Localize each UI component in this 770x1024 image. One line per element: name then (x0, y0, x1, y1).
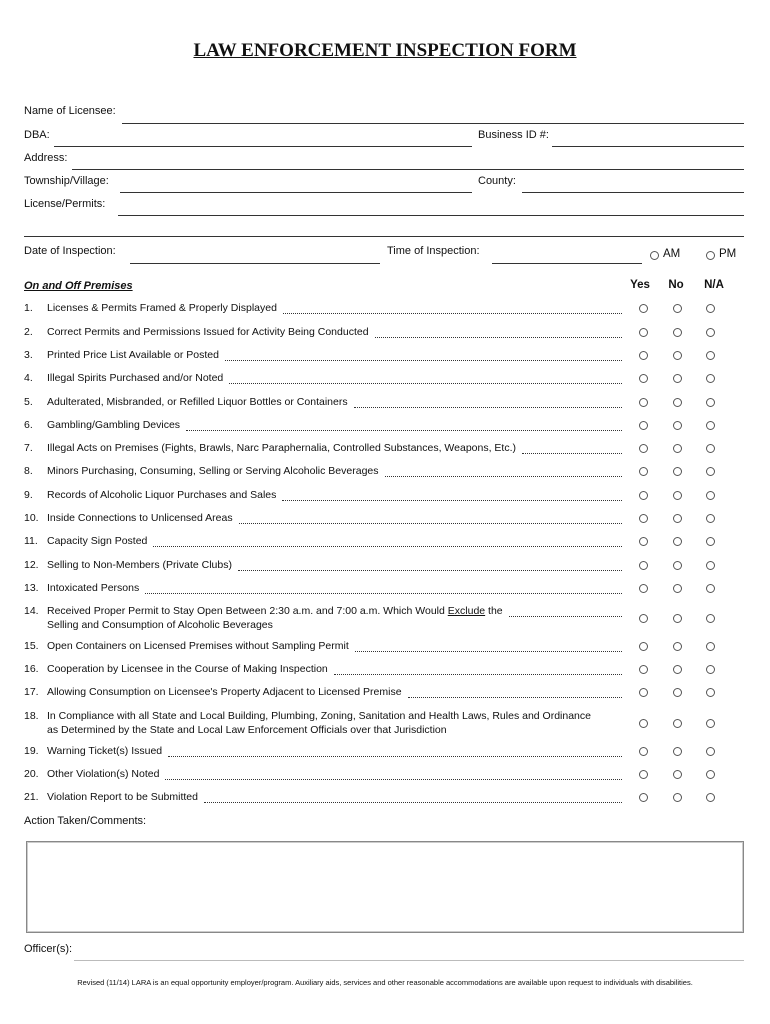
dotted-leader (509, 616, 622, 617)
name-of-licensee-label: Name of Licensee: (24, 105, 116, 117)
item-number: 10. (24, 512, 39, 524)
item-na-radio[interactable] (706, 374, 715, 383)
license-permits-field-line-2[interactable] (24, 236, 744, 237)
item-na-radio[interactable] (706, 467, 715, 476)
item-yes-radio[interactable] (639, 688, 648, 697)
item-text: Printed Price List Available or Posted (47, 349, 219, 361)
pm-radio[interactable] (706, 251, 715, 260)
item-no-radio[interactable] (673, 537, 682, 546)
item-na-radio[interactable] (706, 584, 715, 593)
item-number: 16. (24, 663, 39, 675)
item-yes-radio[interactable] (639, 793, 648, 802)
item-number: 19. (24, 745, 39, 757)
business-id-label: Business ID #: (478, 129, 549, 141)
item-text: Selling to Non-Members (Private Clubs) (47, 559, 232, 571)
item-text (47, 605, 503, 617)
item-yes-radio[interactable] (639, 584, 648, 593)
county-field[interactable] (522, 192, 744, 193)
item-na-radio[interactable] (706, 642, 715, 651)
form-title: LAW ENFORCEMENT INSPECTION FORM (193, 40, 577, 61)
officers-label: Officer(s): (24, 943, 73, 955)
item-text: Allowing Consumption on Licensee's Property Adjacent to Licensed Premise (47, 686, 402, 698)
township-village-label: Township/Village: (24, 175, 109, 187)
section-title: On and Off Premises (24, 280, 133, 292)
footer-notice: Revised (11/14) LARA is an equal opportunity employer/program. Auxiliary aids, services and other reasonable accommodations are available upon request to individuals with disabilities. (77, 978, 693, 987)
address-label: Address: (24, 152, 68, 164)
name-of-licensee-field[interactable] (122, 123, 744, 124)
item-no-radio[interactable] (673, 467, 682, 476)
item-yes-radio[interactable] (639, 770, 648, 779)
item-text: Capacity Sign Posted (47, 535, 148, 547)
dotted-leader (238, 570, 622, 571)
dba-label: DBA: (24, 129, 50, 141)
item-number: 17. (24, 686, 39, 698)
dotted-leader (145, 593, 622, 594)
item-text: Warning Ticket(s) Issued (47, 745, 163, 757)
item-no-radio[interactable] (673, 747, 682, 756)
item-text: Illegal Spirits Purchased and/or Noted (47, 372, 224, 384)
license-permits-label: License/Permits: (24, 198, 106, 210)
action-taken-comments-label: Action Taken/Comments: (24, 815, 147, 827)
item-no-radio[interactable] (673, 614, 682, 623)
item-text: Open Containers on Licensed Premises without Sampling Permit (47, 640, 349, 652)
item-na-radio[interactable] (706, 444, 715, 453)
county-label: County: (478, 175, 516, 187)
business-id-field[interactable] (552, 146, 744, 147)
address-field[interactable] (72, 169, 744, 170)
item-no-radio[interactable] (673, 444, 682, 453)
action-taken-comments-box[interactable] (26, 841, 744, 933)
item-text: Violation Report to be Submitted (47, 791, 198, 803)
item-no-radio[interactable] (673, 374, 682, 383)
item-na-radio[interactable] (706, 491, 715, 500)
item-text-part: the (485, 605, 503, 617)
column-na-header: N/A (704, 279, 724, 291)
item-number: 20. (24, 768, 39, 780)
dotted-leader (225, 360, 622, 361)
item-number: 12. (24, 559, 39, 571)
item-number: 7. (24, 442, 33, 454)
item-yes-radio[interactable] (639, 491, 648, 500)
item-na-radio[interactable] (706, 351, 715, 360)
item-no-radio[interactable] (673, 719, 682, 728)
dotted-leader (282, 500, 622, 501)
time-of-inspection-label: Time of Inspection: (387, 245, 480, 257)
am-label: AM (663, 248, 681, 260)
item-text-underlined: Exclude (447, 605, 486, 617)
time-of-inspection-field[interactable] (492, 263, 642, 264)
dotted-leader (165, 779, 622, 780)
item-na-radio[interactable] (706, 421, 715, 430)
item-na-radio[interactable] (706, 514, 715, 523)
item-yes-radio[interactable] (639, 351, 648, 360)
item-yes-radio[interactable] (639, 665, 648, 674)
dotted-leader (385, 476, 622, 477)
item-text: Cooperation by Licensee in the Course of Making Inspection (47, 663, 328, 675)
item-text-line-2: as Determined by the State and Local Law Enforcement Officials over that Jurisdiction (47, 724, 447, 736)
item-number: 18. (24, 710, 39, 722)
item-na-radio[interactable] (706, 747, 715, 756)
item-no-radio[interactable] (673, 514, 682, 523)
item-text: Inside Connections to Unlicensed Areas (47, 512, 233, 524)
date-of-inspection-label: Date of Inspection: (24, 245, 116, 257)
item-na-radio[interactable] (706, 537, 715, 546)
date-of-inspection-field[interactable] (130, 263, 380, 264)
item-number: 21. (24, 791, 39, 803)
item-yes-radio[interactable] (639, 467, 648, 476)
item-number: 4. (24, 372, 33, 384)
item-number: 9. (24, 489, 33, 501)
item-text: Records of Alcoholic Liquor Purchases and Sales (47, 489, 277, 501)
license-permits-field[interactable] (118, 215, 744, 216)
item-yes-radio[interactable] (639, 304, 648, 313)
column-no-header: No (668, 279, 684, 291)
item-yes-radio[interactable] (639, 421, 648, 430)
dotted-leader (283, 313, 622, 314)
dotted-leader (239, 523, 622, 524)
item-number: 14. (24, 605, 39, 617)
item-number: 3. (24, 349, 33, 361)
item-text: Licenses & Permits Framed & Properly Displayed (47, 302, 277, 314)
item-text: Gambling/Gambling Devices (47, 419, 181, 431)
item-yes-radio[interactable] (639, 328, 648, 337)
dotted-leader (168, 756, 622, 757)
pm-label: PM (719, 248, 737, 260)
item-no-radio[interactable] (673, 421, 682, 430)
item-text: Correct Permits and Permissions Issued for Activity Being Conducted (47, 326, 369, 338)
item-text: Illegal Acts on Premises (Fights, Brawls, Narc Paraphernalia, Controlled Substances, Weapons, Etc.) (47, 442, 517, 454)
item-no-radio[interactable] (673, 688, 682, 697)
township-village-field[interactable] (120, 192, 472, 193)
item-text: Other Violation(s) Noted (47, 768, 160, 780)
item-text: Minors Purchasing, Consuming, Selling or Serving Alcoholic Beverages (47, 465, 379, 477)
item-number: 1. (24, 302, 33, 314)
item-na-radio[interactable] (706, 398, 715, 407)
item-no-radio[interactable] (673, 770, 682, 779)
item-yes-radio[interactable] (639, 642, 648, 651)
item-no-radio[interactable] (673, 561, 682, 570)
item-no-radio[interactable] (673, 304, 682, 313)
dotted-leader (355, 651, 622, 652)
item-no-radio[interactable] (673, 328, 682, 337)
item-yes-radio[interactable] (639, 374, 648, 383)
item-yes-radio[interactable] (639, 719, 648, 728)
officers-field[interactable] (74, 960, 744, 961)
dotted-leader (186, 430, 622, 431)
dotted-leader (375, 337, 622, 338)
item-no-radio[interactable] (673, 665, 682, 674)
item-text: Adulterated, Misbranded, or Refilled Liquor Bottles or Containers (47, 396, 348, 408)
dotted-leader (229, 383, 622, 384)
item-text-part: Received Proper Permit to Stay Open Between 2:30 a.m. and 7:00 a.m. Which Would (47, 605, 448, 617)
item-no-radio[interactable] (673, 793, 682, 802)
item-number: 15. (24, 640, 39, 652)
item-yes-radio[interactable] (639, 398, 648, 407)
dotted-leader (334, 674, 622, 675)
item-na-radio[interactable] (706, 561, 715, 570)
dotted-leader (354, 407, 622, 408)
item-na-radio[interactable] (706, 688, 715, 697)
item-number: 8. (24, 465, 33, 477)
item-text: In Compliance with all State and Local Building, Plumbing, Zoning, Sanitation and Health Laws, Rules and Ordinance (47, 710, 591, 722)
item-number: 5. (24, 396, 33, 408)
item-na-radio[interactable] (706, 719, 715, 728)
item-yes-radio[interactable] (639, 614, 648, 623)
item-no-radio[interactable] (673, 351, 682, 360)
dotted-leader (204, 802, 622, 803)
item-yes-radio[interactable] (639, 537, 648, 546)
dba-field[interactable] (54, 146, 472, 147)
item-text: Intoxicated Persons (47, 582, 140, 594)
dotted-leader (153, 546, 622, 547)
column-yes-header: Yes (630, 279, 650, 291)
am-radio[interactable] (650, 251, 659, 260)
item-no-radio[interactable] (673, 642, 682, 651)
item-number: 6. (24, 419, 33, 431)
item-number: 11. (24, 535, 38, 547)
item-no-radio[interactable] (673, 584, 682, 593)
item-na-radio[interactable] (706, 770, 715, 779)
item-yes-radio[interactable] (639, 561, 648, 570)
item-no-radio[interactable] (673, 491, 682, 500)
item-yes-radio[interactable] (639, 514, 648, 523)
dotted-leader (408, 697, 622, 698)
item-number: 13. (24, 582, 39, 594)
item-na-radio[interactable] (706, 614, 715, 623)
item-yes-radio[interactable] (639, 444, 648, 453)
item-na-radio[interactable] (706, 328, 715, 337)
item-na-radio[interactable] (706, 665, 715, 674)
item-yes-radio[interactable] (639, 747, 648, 756)
dotted-leader (522, 453, 622, 454)
item-na-radio[interactable] (706, 793, 715, 802)
item-number: 2. (24, 326, 33, 338)
item-no-radio[interactable] (673, 398, 682, 407)
item-text-line-2: Selling and Consumption of Alcoholic Beverages (47, 619, 273, 631)
item-na-radio[interactable] (706, 304, 715, 313)
